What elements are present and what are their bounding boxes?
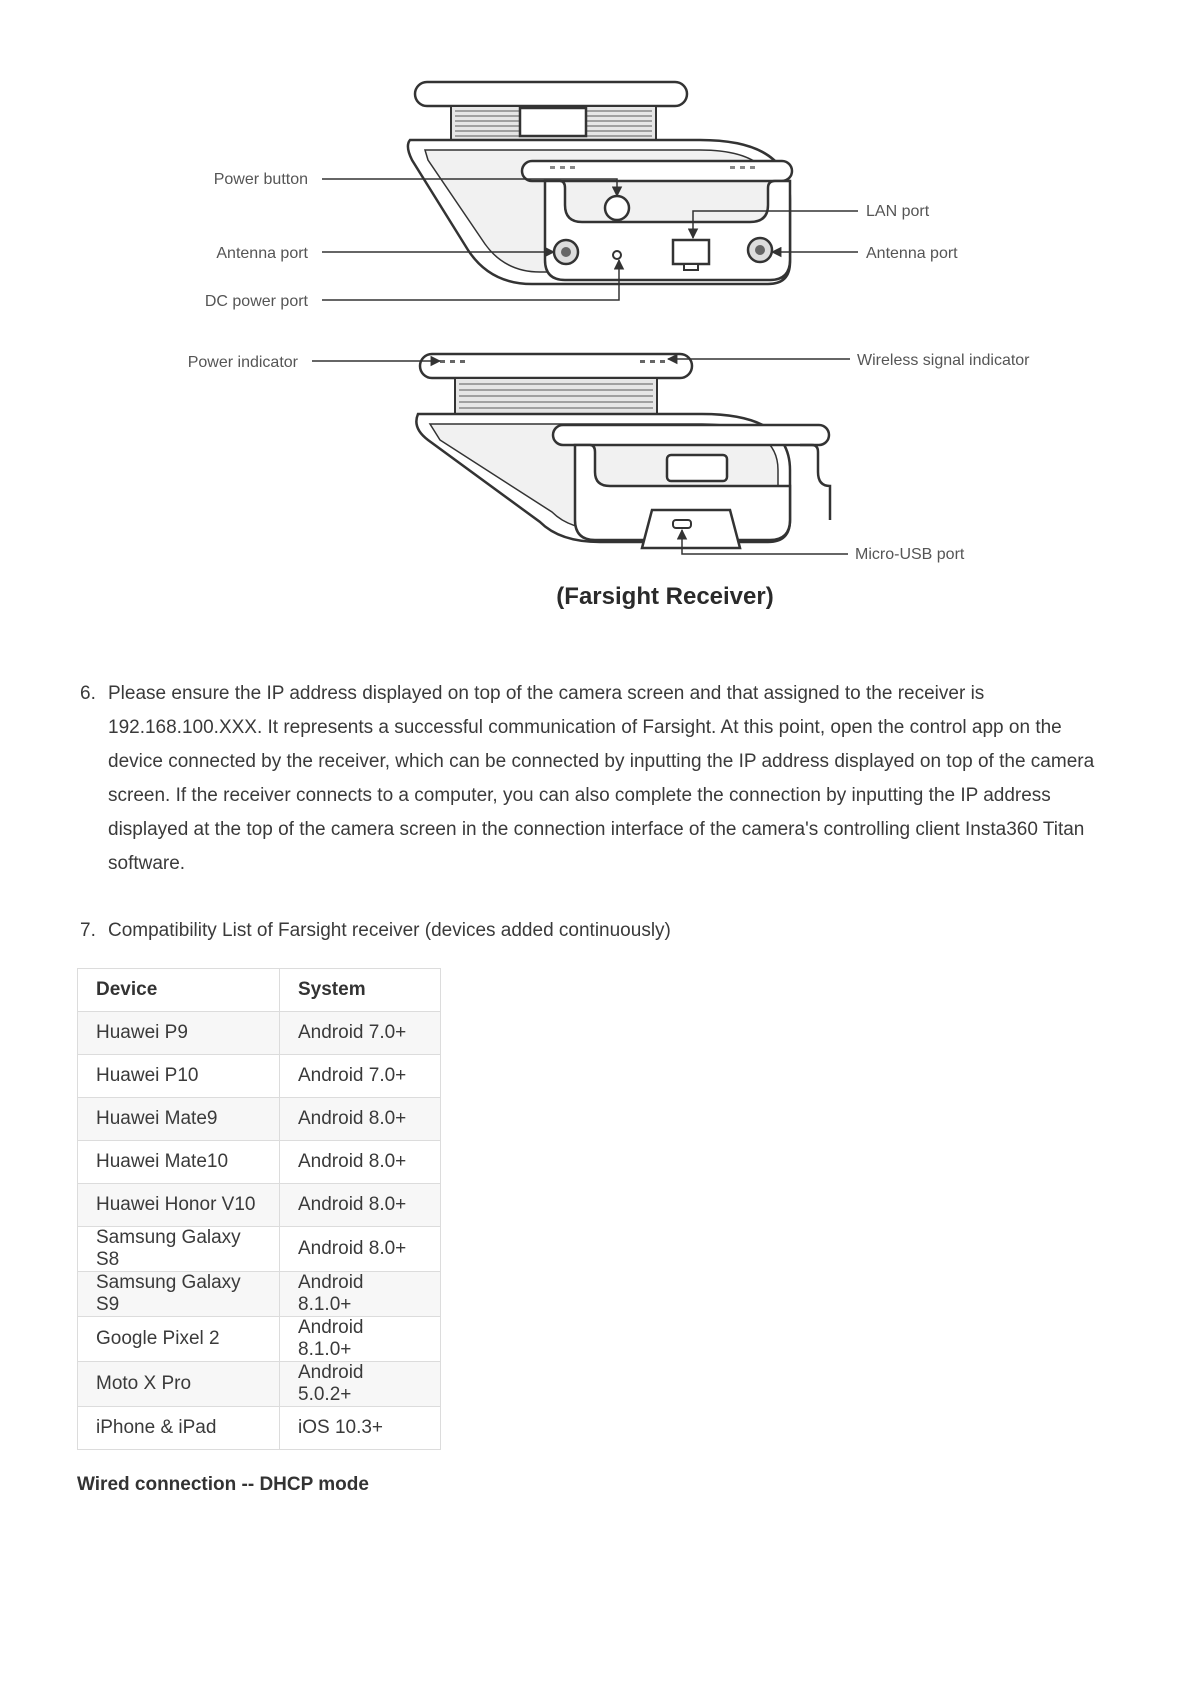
cell-system: Android 8.0+ [280, 1098, 441, 1141]
label-antenna-port-left: Antenna port [216, 245, 308, 262]
label-power-button: Power button [213, 171, 308, 188]
label-antenna-port-right: Antenna port [866, 245, 958, 262]
table-header-row [78, 969, 441, 1012]
cell-system: iOS 10.3+ [280, 1407, 441, 1450]
cell-system: Android 8.0+ [280, 1141, 441, 1184]
step-text: Please ensure the IP address displayed on top of the camera screen and that assigned to the receiver is 192.168.100.XXX. It represents a successful communication of Farsight. At this point, open the control app on the device connected by the receiver, which can be connected by inputting the IP address displayed on top of the camera screen. If the receiver connects to a computer, you can also complete the connection by inputting the IP address displayed at the top of the camera screen in the connection interface of the camera's controlling client Insta360 Titan software. [108, 683, 1095, 874]
figure-caption: (Farsight Receiver) [556, 583, 774, 610]
cell-device: Huawei Mate9 [78, 1098, 280, 1141]
table-row [78, 1184, 441, 1227]
receiver-bottom-view [416, 354, 830, 548]
step-number: 7. [80, 920, 96, 941]
receiver-top-view [408, 82, 792, 284]
table-row [78, 1407, 441, 1450]
table-row [78, 1141, 441, 1184]
cell-system: Android 8.1.0+ [280, 1317, 441, 1362]
label-micro-usb-port: Micro-USB port [855, 546, 965, 563]
table-row [78, 1098, 441, 1141]
cell-system: Android 7.0+ [280, 1055, 441, 1098]
label-power-indicator: Power indicator [187, 354, 298, 371]
cell-system: Android 8.1.0+ [280, 1272, 441, 1317]
table-row [78, 1272, 441, 1317]
label-wireless-signal-indicator: Wireless signal indicator [857, 352, 1030, 369]
cell-device: Moto X Pro [78, 1362, 280, 1407]
step-6 [80, 677, 1120, 881]
step-number: 6. [80, 683, 96, 704]
label-lan-port: LAN port [866, 203, 930, 220]
cell-system: Android 7.0+ [280, 1012, 441, 1055]
table-row [78, 1055, 441, 1098]
cell-device: Huawei Mate10 [78, 1141, 280, 1184]
step-7 [80, 914, 1120, 948]
table-row [78, 1012, 441, 1055]
cell-device: iPhone & iPad [78, 1407, 280, 1450]
cell-system: Android 5.0.2+ [280, 1362, 441, 1407]
header-system: System [280, 969, 441, 1012]
compatibility-table [77, 968, 441, 1450]
label-dc-power-port: DC power port [204, 293, 308, 310]
table-row [78, 1227, 441, 1272]
farsight-receiver-diagram [0, 0, 1190, 640]
cell-device: Samsung Galaxy S8 [78, 1227, 280, 1272]
section-heading-wired-dhcp: Wired connection -- DHCP mode [77, 1474, 369, 1495]
header-device: Device [78, 969, 280, 1012]
cell-device: Huawei P10 [78, 1055, 280, 1098]
cell-system: Android 8.0+ [280, 1184, 441, 1227]
cell-device: Google Pixel 2 [78, 1317, 280, 1362]
cell-system: Android 8.0+ [280, 1227, 441, 1272]
table-row [78, 1362, 441, 1407]
table-row [78, 1317, 441, 1362]
step-text: Compatibility List of Farsight receiver (devices added continuously) [108, 920, 671, 941]
cell-device: Huawei P9 [78, 1012, 280, 1055]
cell-device: Huawei Honor V10 [78, 1184, 280, 1227]
cell-device: Samsung Galaxy S9 [78, 1272, 280, 1317]
